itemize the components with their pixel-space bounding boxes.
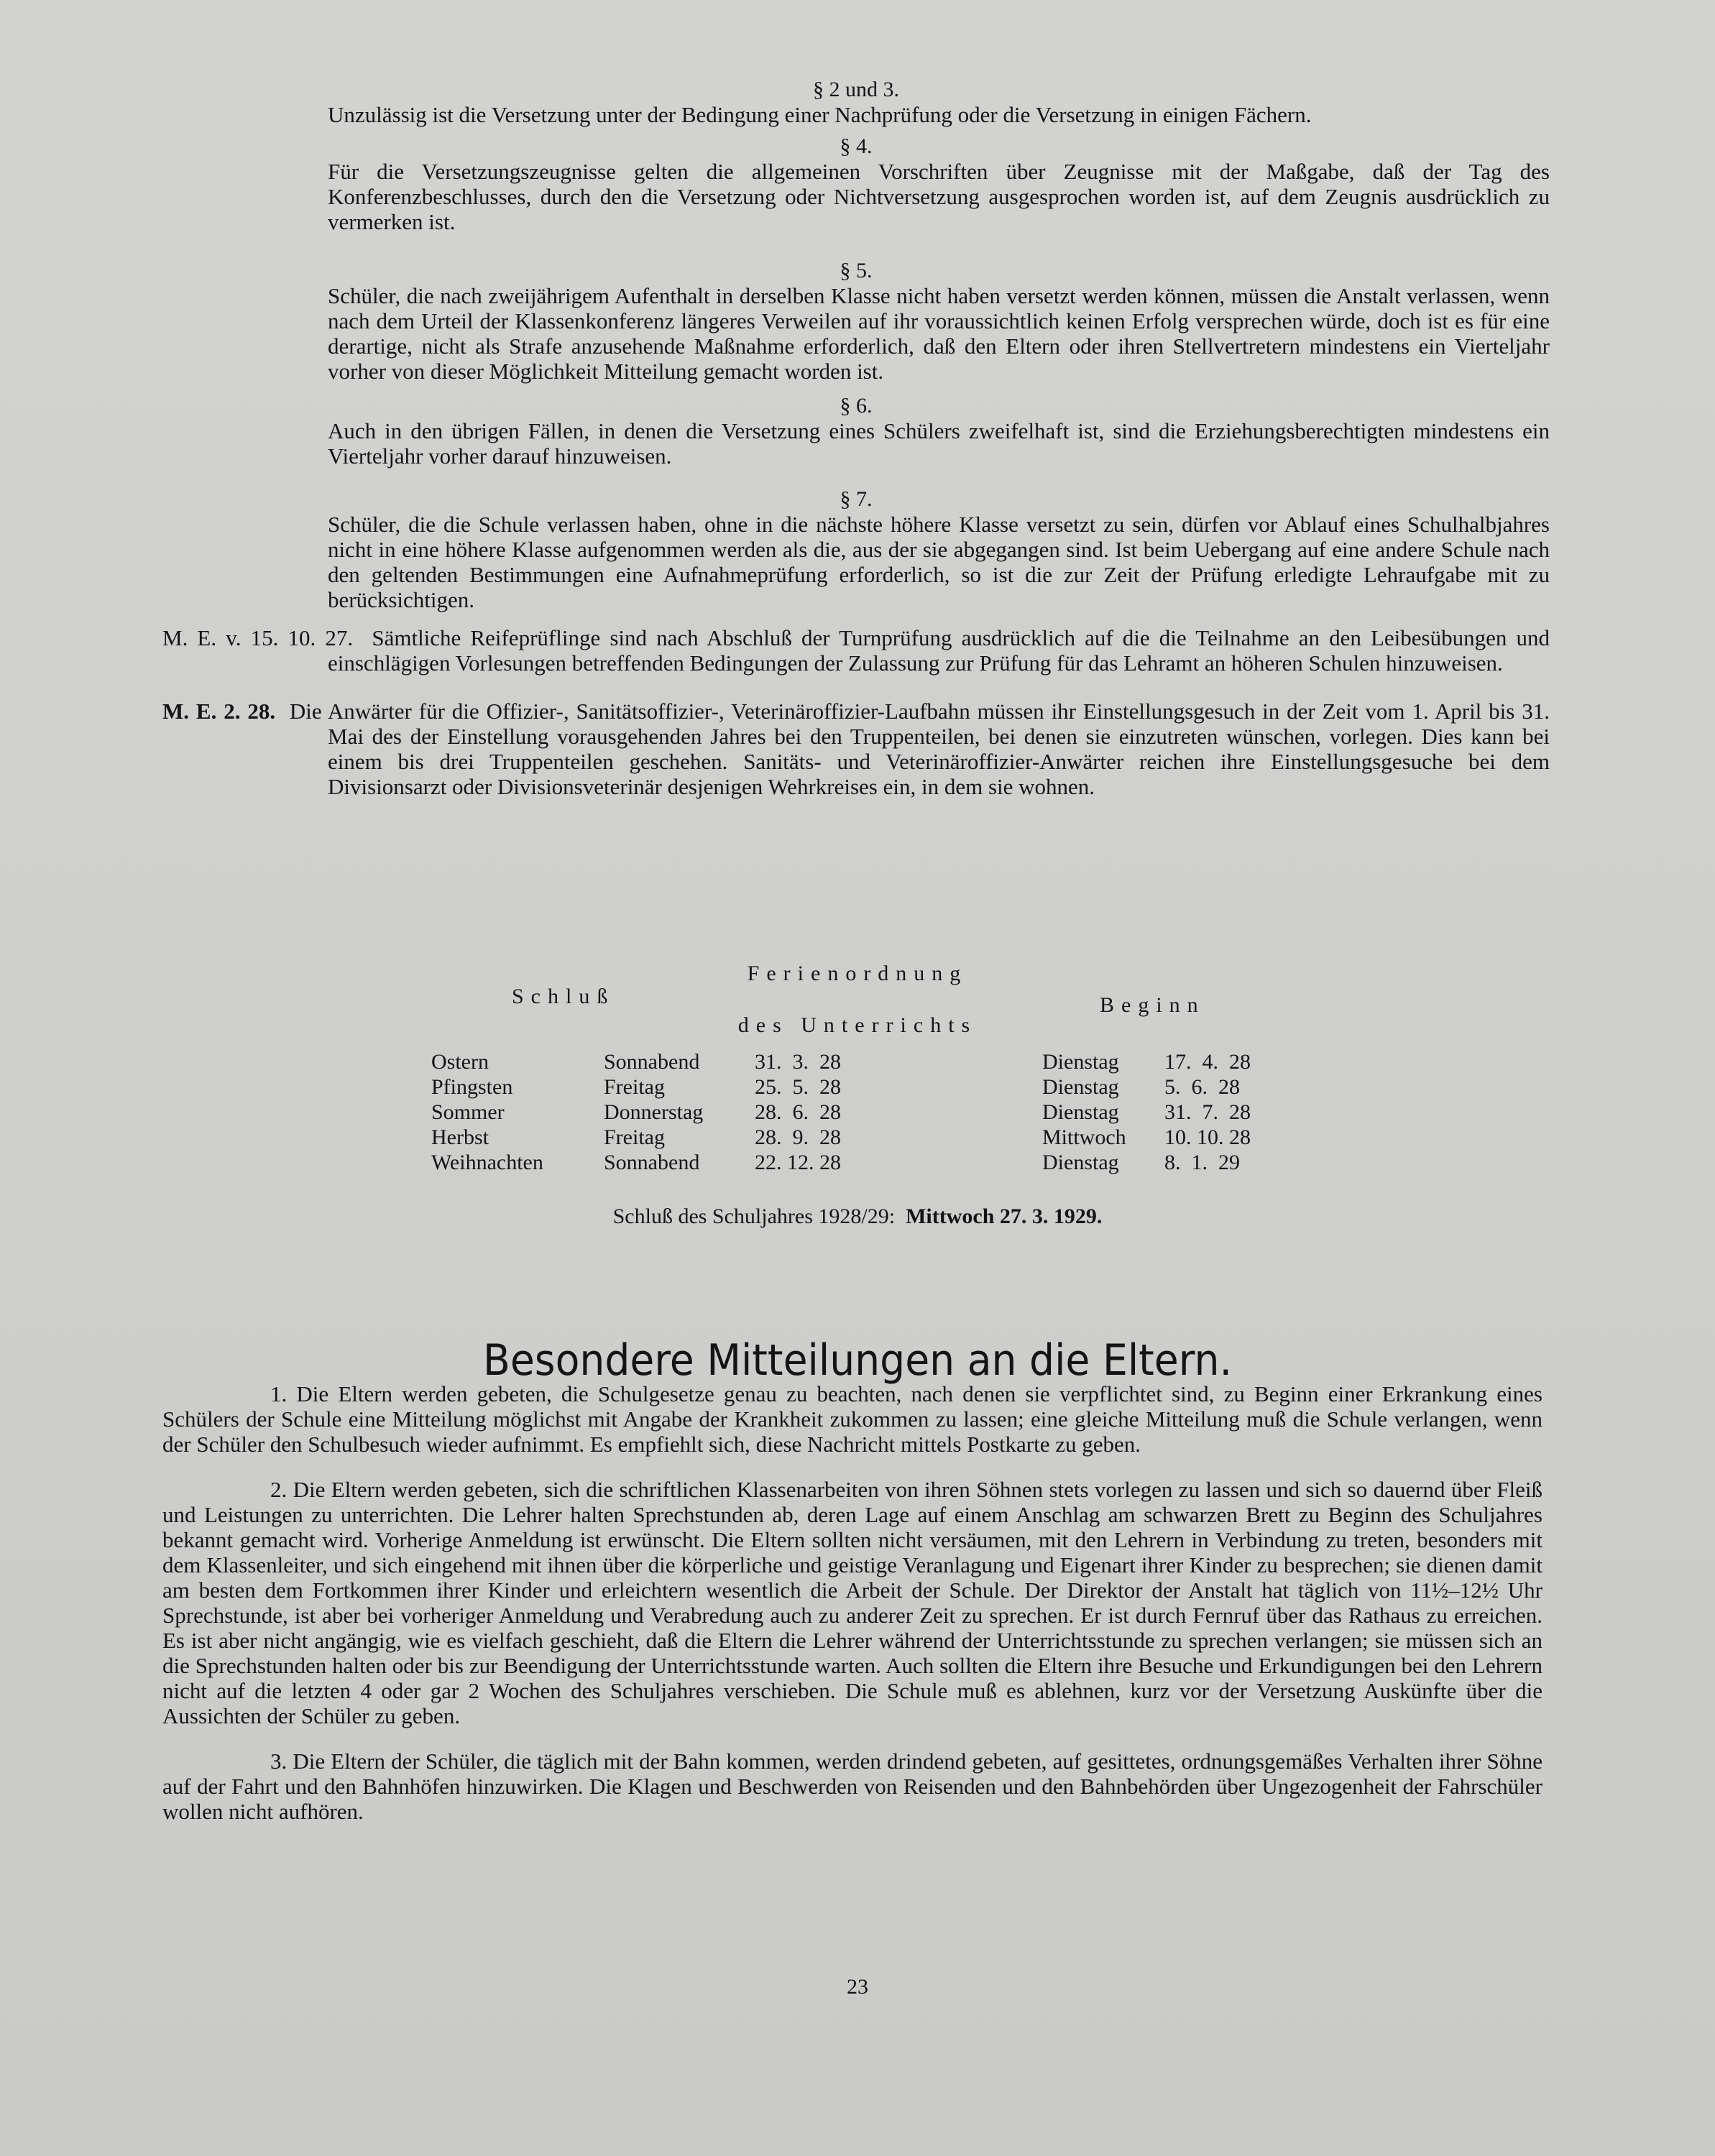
- text-para-5: Schüler, die nach zweijährigem Aufenthalt in derselben Klasse nicht haben versetzt werden können, müssen die Anstalt verlassen, wenn nach dem Urteil der Klassenkonferenz längeres Verweilen auf ihr voraussichtlich keinen Erfolg versprechen würde, doch ist es für eine derartige, nicht als Strafe anzusehende Maßnahme erforderlich, daß den Eltern oder ihren Stellvertretern mindestens ein Vierteljahr vorher von dieser Möglichkeit Mitteilung gemacht worden ist.: [328, 283, 1550, 384]
- ferien-end-date: 31. 3. 28: [755, 1050, 841, 1074]
- ferien-start-day: Dienstag: [1042, 1100, 1119, 1124]
- ferien-start-day: Dienstag: [1042, 1050, 1119, 1074]
- besondere-paragraph-1: 1. Die Eltern werden gebeten, die Schulgesetze genau zu beachten, nach denen sie verpflichtet sind, zu Beginn einer Erkrankung eines Schülers der Schule eine Mitteilung möglichst mit Angabe der Krankheit zukommen zu lassen; eine gleiche Mitteilung muß die Schule verlangen, wenn der Schüler den Schulbesuch wieder aufnimmt. Es empfiehlt sich, diese Nachricht mittels Postkarte zu geben.: [162, 1381, 1542, 1457]
- heading-para-4: § 4.: [840, 134, 873, 158]
- text-para-6: Auch in den übrigen Fällen, in denen die Versetzung eines Schülers zweifelhaft ist, sind die Erziehungsberechtigten mindestens ein Vierteljahr vorher darauf hinzuweisen.: [328, 418, 1550, 469]
- ferien-start-day: Dienstag: [1042, 1151, 1119, 1174]
- decree-1-label: M. E. v. 15. 10. 27.: [162, 625, 354, 650]
- text-para-2-3: Unzulässig ist die Versetzung unter der Bedingung einer Nachprüfung oder die Versetzung in einigen Fächern.: [328, 102, 1312, 127]
- ferien-start-date: 10. 10. 28: [1164, 1125, 1251, 1149]
- ministerial-decree-2: [162, 699, 1550, 799]
- ferien-end-date: 25. 5. 28: [755, 1075, 841, 1099]
- decree-2-text: Die Anwärter für die Offizier-, Sanitätsoffizier-, Veterinäroffizier-Laufbahn müssen ihr Einstellungsgesuch in der Zeit vom 1. April bis 31. Mai des der Einstellung vorausgehenden Jahres bei den Truppenteilen, bei denen sie einzutreten wünschen, vorlegen. Dies kann bei einem bis drei Truppenteilen geschehen. Sanitäts- und Veterinäroffizier-Anwärter reichen ihre Einstellungsgesuche bei dem Divisionsarzt oder Divisionsveterinär desjenigen Wehrkreises ein, in dem sie wohnen.: [289, 699, 1550, 799]
- ferien-name: Sommer: [431, 1100, 505, 1124]
- ministerial-decree-1: [162, 625, 1550, 676]
- schuljahr-label: Schluß des Schuljahres 1928/29:: [612, 1204, 896, 1228]
- besondere-block: [162, 1381, 1542, 1824]
- heading-para-2-3: § 2 und 3.: [813, 78, 899, 101]
- ferien-start-date: 17. 4. 28: [1164, 1050, 1251, 1074]
- ferien-name: Weihnachten: [431, 1151, 543, 1174]
- ferien-end-day: Freitag: [604, 1125, 665, 1149]
- besondere-title: Besondere Mitteilungen an die Eltern.: [482, 1335, 1233, 1386]
- ferien-start-date: 31. 7. 28: [1164, 1100, 1251, 1124]
- ferien-name: Pfingsten: [431, 1075, 513, 1099]
- ferien-name: Herbst: [431, 1125, 489, 1149]
- text-para-7: Schüler, die die Schule verlassen haben, ohne in die nächste höhere Klasse versetzt zu sein, dürfen vor Ablauf eines Schulhalbjahres nicht in eine höhere Klasse aufgenommen werden als die, aus der sie abgegangen sind. Ist beim Uebergang auf eine andere Schule nach den geltenden Bestimmungen eine Aufnahmeprüfung erforderlich, so ist die zur Zeit der Prüfung erledigte Lehraufgabe mit zu berücksichtigen.: [328, 512, 1550, 612]
- ferien-row: [431, 1049, 1279, 1074]
- ferien-end-day: Freitag: [604, 1075, 665, 1099]
- ferien-table-body: [431, 1049, 1279, 1175]
- ferien-end-day: Donnerstag: [604, 1100, 704, 1124]
- ferien-row: [431, 1074, 1279, 1100]
- heading-para-7: § 7.: [840, 487, 873, 511]
- ferien-start-day: Mittwoch: [1042, 1125, 1126, 1149]
- ferien-end-date: 22. 12. 28: [755, 1151, 841, 1174]
- decree-1-text: Sämtliche Reifeprüflinge sind nach Abschluß der Turnprüfung ausdrücklich auf die die Teilnahme an den Leibesübungen und einschlägigen Vorlesungen betreffenden Bedingungen der Zulassung zur Prüfung für das Lehramt an höheren Schulen hinzuweisen.: [328, 625, 1550, 676]
- ferien-name: Ostern: [431, 1050, 489, 1074]
- ferien-end-day: Sonnabend: [604, 1050, 700, 1074]
- heading-para-6: § 6.: [840, 394, 873, 418]
- ferien-title: Ferienordnung: [747, 962, 968, 985]
- ferien-end-date: 28. 6. 28: [755, 1100, 841, 1124]
- ferien-col-unterricht: des Unterrichts: [737, 1013, 978, 1037]
- schuljahr-value: Mittwoch 27. 3. 1929.: [906, 1204, 1103, 1228]
- schuljahr-end: [0, 1204, 1715, 1229]
- ferien-end-day: Sonnabend: [604, 1151, 700, 1174]
- ferien-row: [431, 1100, 1279, 1125]
- heading-para-5: § 5.: [840, 259, 873, 282]
- ferien-col-schluss: Schluß: [512, 985, 615, 1008]
- text-para-4: Für die Versetzungszeugnisse gelten die allgemeinen Vorschriften über Zeugnisse mit der Maßgabe, daß der Tag des Konferenzbeschlusses, durch den die Versetzung oder Nichtversetzung ausgesprochen worden ist, auf dem Zeugnis ausdrücklich zu vermerken ist.: [328, 159, 1550, 234]
- ferien-start-date: 8. 1. 29: [1164, 1151, 1240, 1174]
- ferien-start-day: Dienstag: [1042, 1075, 1119, 1099]
- paragraphs-block: [162, 78, 1550, 799]
- ferien-col-beginn: Beginn: [1100, 993, 1205, 1017]
- ferien-row: [431, 1150, 1279, 1175]
- ferien-end-date: 28. 9. 28: [755, 1125, 841, 1149]
- ferien-start-date: 5. 6. 28: [1164, 1075, 1240, 1099]
- besondere-paragraph-2: 2. Die Eltern werden gebeten, sich die schriftlichen Klassenarbeiten von ihren Söhnen stets vorlegen zu lassen und sich so dauernd über Fleiß und Leistungen zu unterrichten. Die Lehrer halten Sprechstunden ab, deren Lage auf einem Anschlag am schwarzen Brett zu Beginn des Schuljahres bekannt gemacht wird. Vorherige Anmeldung ist erwünscht. Die Eltern sollten nicht versäumen, mit den Lehrern in Verbindung zu treten, besonders mit dem Klassenleiter, und sich eingehend mit ihnen über die körperliche und geistige Veranlagung und Eigenart ihrer Kinder zu besprechen; sie dienen damit am besten dem Fortkommen ihrer Kinder und erleichtern wesentlich die Arbeit der Schule. Der Direktor der Anstalt hat täglich von 11½–12½ Uhr Sprechstunde, ist aber bei vorheriger Anmeldung und Verabredung auch zu anderer Zeit zu sprechen. Er ist durch Fernruf über das Rathaus zu erreichen. Es ist aber nicht angängig, wie es vielfach geschieht, daß die Eltern die Lehrer während der Unterrichtsstunde zu sprechen verlangen; sie müssen sich an die Sprechstunden halten oder bis zur Beendigung der Unterrichtsstunde warten. Auch sollten die Eltern ihre Besuche und Erkundigungen bei den Lehrern nicht auf die letzten 4 oder gar 2 Wochen des Schuljahres verschieben. Die Schule muß es ablehnen, kurz vor der Versetzung Auskünfte über die Aussichten der Schüler zu geben.: [162, 1477, 1542, 1728]
- ferien-table: [431, 1049, 1279, 1175]
- page-number: 23: [847, 1975, 868, 1999]
- decree-2-label: M. E. 2. 28.: [162, 699, 276, 724]
- besondere-paragraph-3: 3. Die Eltern der Schüler, die täglich mit der Bahn kommen, werden drindend gebeten, auf gesittetes, ordnungsgemäßes Verhalten ihrer Söhne auf der Fahrt und den Bahnhöfen hinzuwirken. Die Klagen und Beschwerden von Reisenden und den Bahnbehörden über Ungezogenheit der Fahrschüler wollen nicht aufhören.: [162, 1749, 1542, 1824]
- ferien-row: [431, 1125, 1279, 1150]
